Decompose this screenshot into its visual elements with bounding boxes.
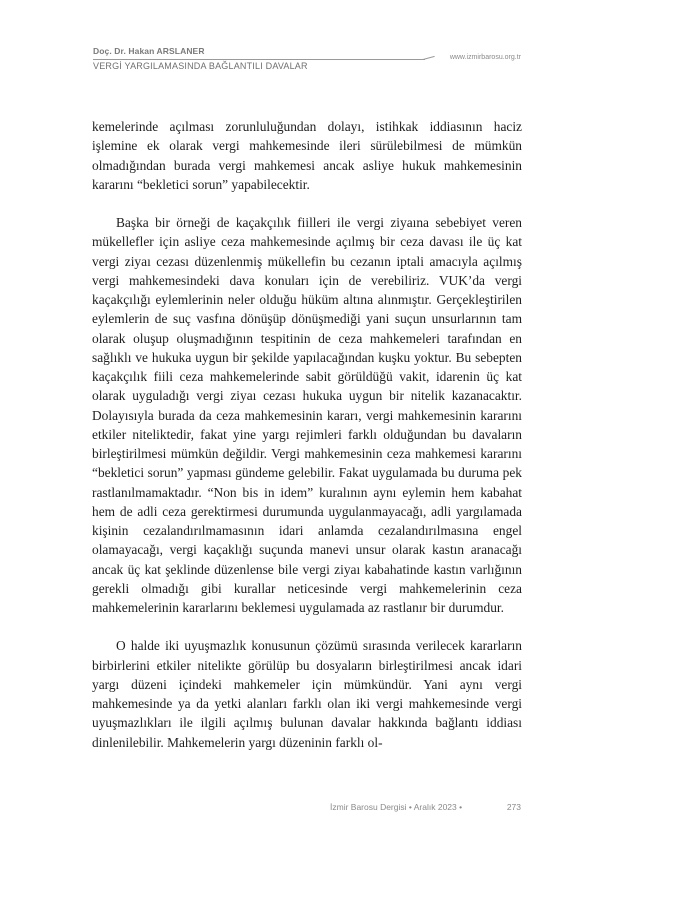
header-book-title: VERGİ YARGILAMASINDA BAĞLANTILI DAVALAR [93,61,308,71]
paragraph: O halde iki uyuşmazlık konusunun çözümü sırasında verilecek kararların birbirlerini etkiler nitelikte görülüp bu dosyaların birleştirilmesi ancak idari yargı düzeni içindeki mahkemeler için mümkündür. Yani aynı vergi mahkemesinde ya da yetki alanları farklı olan iki vergi mahkemesinde vergi uyuşmazlıkları ile ilgili açılmış bulunan davalar hakkında bağlantı iddiası dinlenilebilir. Mahkemelerin yargı düzeninin farklı ol- [92,638,522,750]
header-rule-accent [423,56,435,60]
page-number: 273 [506,802,521,812]
paragraph-continued: kemelerinde açılması zorunluluğundan dolayı, istihkak iddiasının haciz işlemine ek olarak vergi mahkemesinde ileri sürülebilmesi de mümkün olmadığından burada vergi mahkemesi ancak asliye hukuk mahkemesinin kararını “bekletici sorun” yapabilecektir. [92,119,522,192]
running-header [93,44,521,76]
header-rule [93,59,425,60]
header-website: www.izmirbarosu.org.tr [449,54,521,61]
header-author: Doç. Dr. Hakan ARSLANER [93,46,205,56]
body-text [92,117,522,752]
running-footer [330,802,521,816]
footer-journal: İzmir Barosu Dergisi • Aralık 2023 • [330,802,463,812]
paragraph: Başka bir örneği de kaçakçılık fiilleri ile vergi ziyaına sebebiyet veren mükellefler için asliye ceza mahkemesinde açılmış bir ceza davası ile üç kat vergi ziyaı cezası düzenlenmiş mükellefin bu cezanın iptali amacıyla açılmış vergi mahkemesindeki dava konuları için de verebiliriz. VUK’da vergi kaçakçılığı eylemlerinin neler olduğu hüküm altına alınmıştır. Gerçekleştirilen eylemlerin de suç vasfına dönüşüp dönüşmediği yani suçun unsurlarının tam olarak oluşup oluşmadığının tespitinin de ceza mahkemeleri tarafından en sağlıklı ve hukuka uygun bir şekilde yapılacağından kuşku yoktur. Bu sebepten kaçakçılık fiili ceza mahkemelerinde sabit görüldüğü vakit, idarenin üç kat olarak uyguladığı vergi ziyaı cezası hukuka uygun bir nitelik kazanacaktır. Dolayısıyla burada da ceza mahkemesinin kararı, vergi mahkemesinin kararını etkiler niteliktedir, fakat yine yargı rejimleri farklı olduğundan bu davaların birleştirilmesi mümkün değildir. Vergi mahkemesinin ceza mahkemesi kararını “bekletici sorun” yapması gündeme gelebilir. Fakat uygulamada bu duruma pek rastlanılmamaktadır. “Non bis in idem” kuralının aynı eylemin hem kabahat hem de adli ceza gerektirmesi durumunda uygulanmayacağı, adli yargılamada kişinin cezalandırılmamasının idari anlamda cezalandırılmasına engel olamayacağı, vergi kaçaklığı suçunda manevi unsur olarak kastın aranacağı ancak üç kat şeklinde düzenlense bile vergi ziyaı kabahatinde kastın varlığının gerekli olmadığı gibi kurallar neticesinde vergi mahkemelerinin ceza mahkemelerinin kararlarını beklemesi uygulamada az rastlanır bir durumdur. [92,215,522,615]
